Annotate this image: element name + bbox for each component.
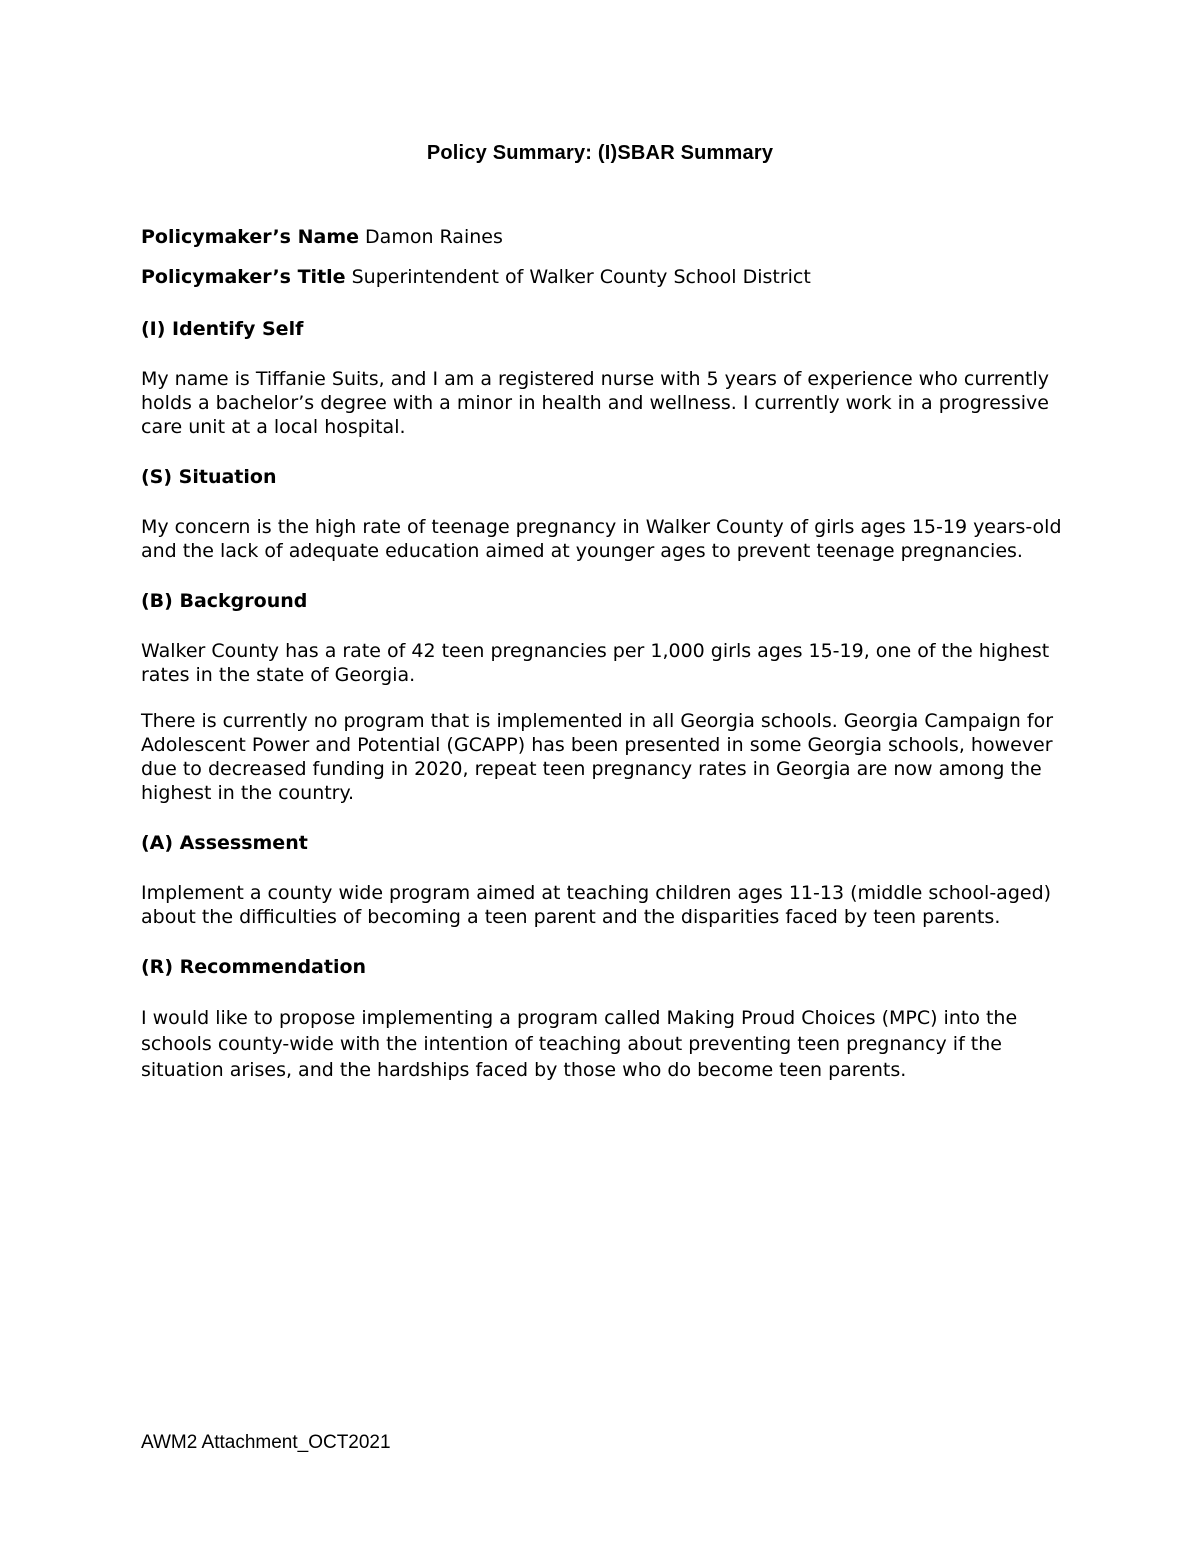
section-paragraph-background-2: There is currently no program that is implemented in all Georgia schools. Georgia Campaign for Adolescent Power and Potential (GCAPP) has been presented in some Georgia schools, however due to decreased funding in 2020, repeat teen pregnancy rates in Georgia are now among the highest in the country.: [141, 710, 1053, 804]
document-title: Policy Summary: (I)SBAR Summary: [426, 142, 774, 164]
policymaker-name-value: Damon Raines: [359, 226, 503, 248]
document-body: [141, 225, 1071, 1109]
document-footer: AWM2 Attachment_OCT2021: [141, 1432, 391, 1453]
section-heading-situation: (S) Situation: [141, 466, 277, 488]
section-heading-recommendation: (R) Recommendation: [141, 956, 367, 978]
policymaker-title-value: Superintendent of Walker County School District: [345, 266, 811, 288]
section-paragraph-situation: My concern is the high rate of teenage pregnancy in Walker County of girls ages 15-19 years-old and the lack of adequate education aimed at younger ages to prevent teenage pregnancies.: [141, 516, 1062, 562]
policymaker-name-field: [141, 225, 1071, 249]
section-paragraph-recommendation: I would like to propose implementing a program called Making Proud Choices (MPC) into the schools county-wide with the intention of teaching about preventing teen pregnancy if the situation arises, and the hardships faced by those who do become teen parents.: [141, 1007, 1018, 1081]
section-heading-identify: (I) Identify Self: [141, 318, 304, 340]
section-paragraph-background-1: Walker County has a rate of 42 teen pregnancies per 1,000 girls ages 15-19, one of the highest rates in the state of Georgia.: [141, 640, 1050, 686]
policymaker-name-label: Policymaker’s Name: [141, 226, 359, 248]
section-paragraph-assessment: Implement a county wide program aimed at teaching children ages 11-13 (middle school-aged) about the difficulties of becoming a teen parent and the disparities faced by teen parents.: [141, 882, 1052, 928]
section-heading-assessment: (A) Assessment: [141, 832, 308, 854]
policymaker-title-label: Policymaker’s Title: [141, 266, 346, 288]
section-paragraph-identify: My name is Tiffanie Suits, and I am a registered nurse with 5 years of experience who currently holds a bachelor’s degree with a minor in health and wellness. I currently work in a progressive care unit at a local hospital.: [141, 368, 1049, 438]
section-heading-background: (B) Background: [141, 590, 308, 612]
policymaker-title-field: [141, 265, 1071, 289]
